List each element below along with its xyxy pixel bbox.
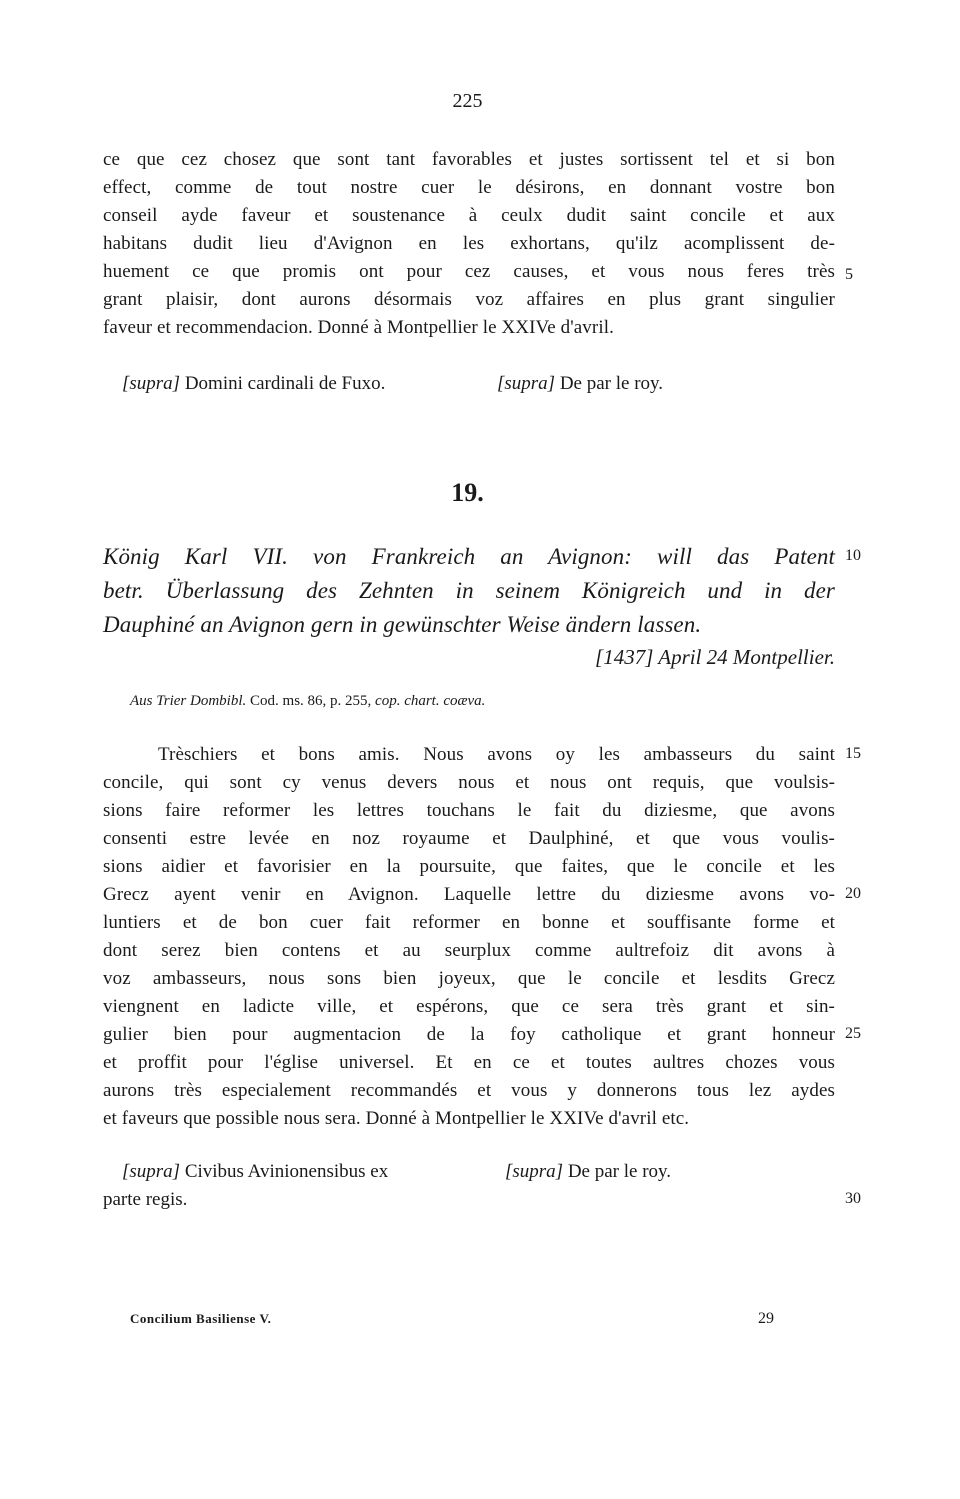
text-line: habitans dudit lieu d'Avignon en les exhortans, qu'ilz acomplissent de- — [103, 233, 835, 254]
document-number: 19. — [451, 478, 484, 507]
text-line: grant plaisir, dont aurons désormais voz affaires en plus grant singulier — [103, 289, 835, 310]
sender: De par le roy. — [563, 1161, 672, 1182]
signature-left-2 — [122, 1158, 388, 1186]
letter-paragraph-1 — [103, 146, 835, 342]
addressee: Civibus Avinionensibus ex — [180, 1161, 389, 1182]
line-number-10: 10 — [845, 547, 861, 564]
text-line: voz ambasseurs, nous sons bien joyeux, que le concile et lesdits Grecz — [103, 968, 835, 989]
date-line: [1437] April 24 Montpellier. — [595, 645, 835, 669]
text-line: concile, qui sont cy venus devers nous et nous ont requis, que voulsis- — [103, 772, 835, 793]
text-line: effect, comme de tout nostre cuer le désirons, en donnant vostre bon — [103, 177, 835, 198]
text-line: aurons très especialement recommandés et vous y donnerons tous lez aydes — [103, 1080, 835, 1101]
addressee: Domini cardinali de Fuxo. — [180, 373, 386, 394]
text-line: sions faire reformer les lettres touchans le fait du diziesme, que avons — [103, 800, 835, 821]
source-suffix: cop. chart. coæva. — [375, 693, 486, 709]
text-line: Trèschiers et bons amis. Nous avons oy les ambasseurs du saint — [158, 744, 835, 765]
regest-summary — [103, 540, 835, 642]
source-middle: Cod. ms. 86, p. 255, — [246, 693, 376, 709]
text-line: viengnent en ladicte ville, et espérons, que ce sera très grant et sin- — [103, 996, 835, 1017]
line-number-20: 20 — [845, 885, 861, 902]
sender: De par le roy. — [555, 373, 664, 394]
supra-mark: [supra] — [497, 373, 556, 394]
text-line: huement ce que promis ont pour cez causes, et vous nous feres très — [103, 261, 835, 282]
text-line: König Karl VII. von Frankreich an Avignon: will das Patent — [103, 544, 835, 569]
text-line: faveur et recommendacion. Donné à Montpellier le XXIVe d'avril. — [103, 317, 614, 338]
text-line: betr. Überlassung des Zehnten in seinem Königreich und in der — [103, 578, 835, 603]
line-number-30: 30 — [845, 1190, 861, 1207]
source-note — [130, 693, 485, 710]
text-line: et proffit pour l'église universel. Et en ce et toutes aultres chozes vous — [103, 1052, 835, 1073]
text-line: luntiers et de bon cuer fait reformer en bonne et souffisante forme et — [103, 912, 835, 933]
text-line: gulier bien pour augmentacion de la foy catholique et grant honneur — [103, 1024, 835, 1045]
footer-signature: Concilium Basiliense V. — [130, 1311, 272, 1326]
page-number: 225 — [452, 90, 483, 112]
text-line: conseil ayde faveur et soustenance à ceulx dudit saint concile et aux — [103, 205, 835, 226]
footer-sheet-number: 29 — [758, 1310, 774, 1327]
text-line: et faveurs que possible nous sera. Donné à Montpellier le XXIVe d'avril etc. — [103, 1108, 690, 1129]
line-number-5: 5 — [845, 266, 853, 283]
supra-mark: [supra] — [505, 1161, 564, 1182]
text-line: ce que cez chosez que sont tant favorables et justes sortissent tel et si bon — [103, 149, 835, 170]
line-number-15: 15 — [845, 745, 861, 762]
signature-right-1 — [497, 370, 663, 398]
line-number-25: 25 — [845, 1025, 861, 1042]
text-line: sions aidier et favorisier en la poursuite, que faites, que le concile et les — [103, 856, 835, 877]
signature-left-1 — [122, 370, 385, 398]
source-prefix: Aus Trier Dombibl. — [130, 693, 247, 709]
supra-mark: [supra] — [122, 373, 181, 394]
text-line: dont serez bien contens et au seurplux comme aultrefoiz dit avons à — [103, 940, 835, 961]
signature-right-2 — [505, 1158, 671, 1186]
text-line: Dauphiné an Avignon gern in gewünschter Weise ändern lassen. — [103, 612, 702, 637]
letter-paragraph-2 — [103, 741, 835, 1133]
signature-left-2-cont: parte regis. — [103, 1189, 188, 1210]
text-line: consenti estre levée en noz royaume et Daulphiné, et que vous voulis- — [103, 828, 835, 849]
supra-mark: [supra] — [122, 1161, 181, 1182]
text-line: Grecz ayent venir en Avignon. Laquelle lettre du diziesme avons vo- — [103, 884, 835, 905]
